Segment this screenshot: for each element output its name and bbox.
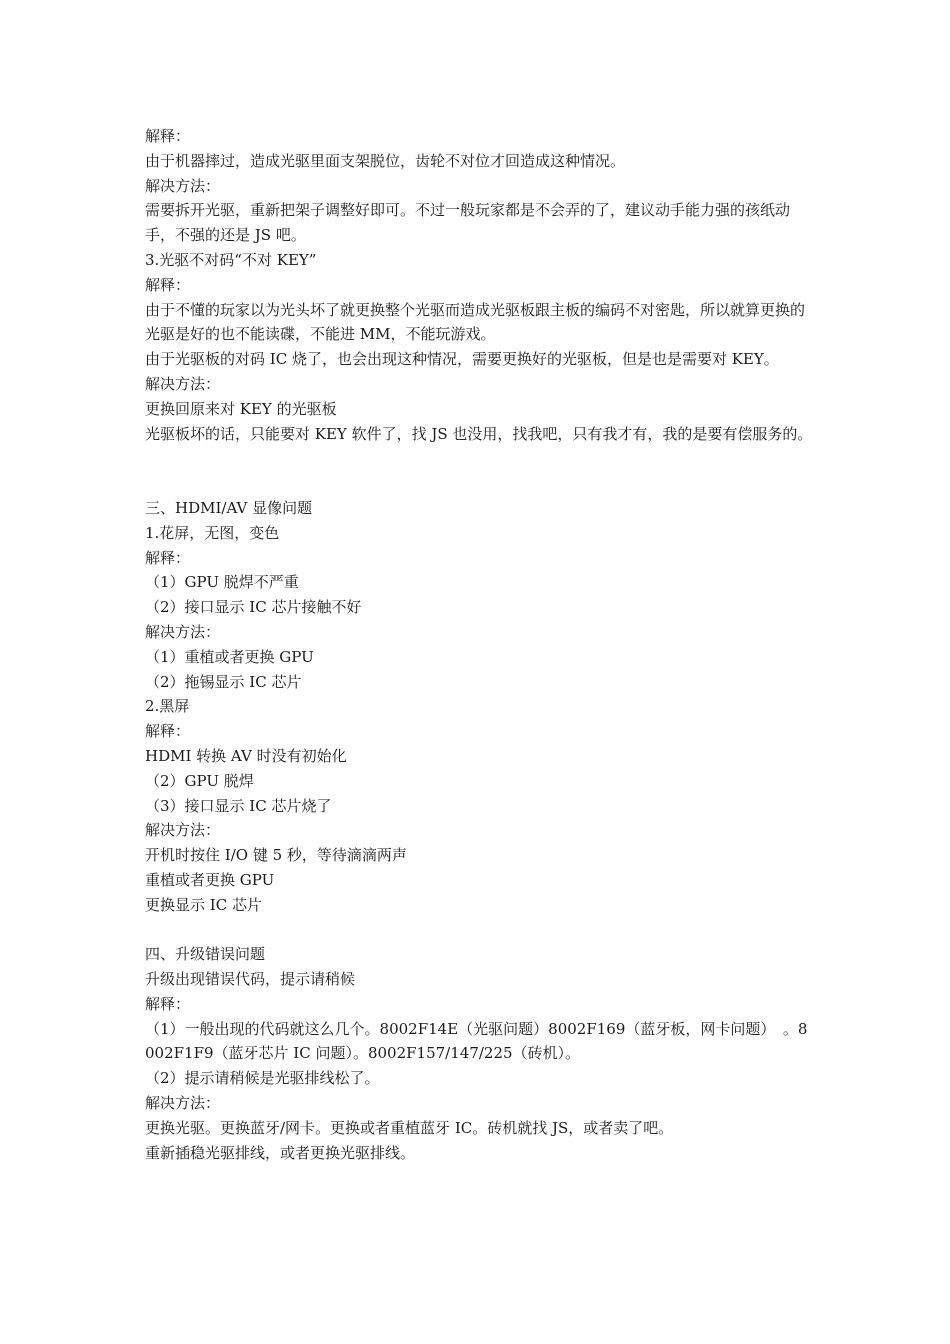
list-item: （1）GPU 脱焊不严重: [145, 573, 299, 592]
paragraph-label-solution: 解决方法：: [145, 622, 221, 641]
paragraph: 由于光驱板的对码 IC 烧了，也会出现这种情况，需要更换好的光驱板，但是也是需要对 KEY。: [145, 350, 779, 369]
paragraph: 光驱板坏的话，只能要对 KEY 软件了，找 JS 也没用，找我吧，只有我才有，我的是要有偿服务的。: [145, 424, 813, 443]
section-heading: 三、HDMI/AV 显像问题: [145, 498, 313, 517]
paragraph: 更换回原来对 KEY 的光驱板: [145, 399, 337, 418]
paragraph-label-solution: 解决方法：: [145, 374, 221, 393]
paragraph: 开机时按住 I/O 键 5 秒，等待滴滴两声: [145, 846, 407, 865]
paragraph-label-explanation: 解释：: [145, 127, 191, 145]
subheading: 2.黑屏: [145, 697, 190, 716]
paragraph: 更换显示 IC 芯片: [145, 895, 262, 914]
subheading: 3.光驱不对码“不对 KEY”: [145, 250, 317, 269]
list-item: （2）GPU 脱焊: [145, 771, 254, 790]
paragraph-label-explanation: 解释：: [145, 994, 191, 1013]
paragraph-label-solution: 解决方法：: [145, 1094, 221, 1113]
list-item: HDMI 转换 AV 时没有初始化: [145, 746, 347, 765]
paragraph: 重新插稳光驱排线，或者更换光驱排线。: [145, 1143, 416, 1162]
spacer: [145, 918, 815, 943]
list-item: （1）一般出现的代码就这么几个。8002F14E（光驱问题）8002F169（蓝牙板，网卡问题） 。8002F1F9（蓝牙芯片 IC 问题）。8002F157/147/225（砖机）。: [145, 1019, 808, 1063]
list-item: （1）重植或者更换 GPU: [145, 647, 314, 666]
section-heading: 四、升级错误问题: [145, 945, 266, 964]
paragraph: 重植或者更换 GPU: [145, 870, 275, 889]
subheading: 1.花屏，无图，变色: [145, 523, 280, 542]
paragraph-label-solution: 解决方法：: [145, 821, 221, 840]
paragraph-label-explanation: 解释：: [145, 722, 191, 741]
paragraph: 更换光驱。更换蓝牙/网卡。更换或者重植蓝牙 IC。砖机就找 JS，或者卖了吧。: [145, 1118, 674, 1137]
list-item: （3）接口显示 IC 芯片烧了: [145, 796, 332, 815]
paragraph-label-explanation: 解释：: [145, 548, 191, 567]
paragraph: 升级出现错误代码，提示请稍候: [145, 970, 356, 989]
paragraph: 由于不懂的玩家以为光头坏了就更换整个光驱而造成光驱板跟主板的编码不对密匙，所以就算更换的光驱是好的也不能读碟，不能进 MM，不能玩游戏。: [145, 300, 806, 344]
list-item: （2）提示请稍候是光驱排线松了。: [145, 1069, 380, 1088]
document-body: [145, 124, 815, 1165]
list-item: （2）拖锡显示 IC 芯片: [145, 672, 302, 691]
list-item: （2）接口显示 IC 芯片接触不好: [145, 598, 362, 617]
paragraph: 由于机器摔过，造成光驱里面支架脱位，齿轮不对位才回造成这种情况。: [145, 151, 626, 170]
paragraph-label-solution: 解决方法：: [145, 176, 221, 195]
spacer: [145, 446, 815, 496]
paragraph: 需要拆开光驱，重新把架子调整好即可。不过一般玩家都是不会弄的了，建议动手能力强的孩纸动手，不强的还是 JS 吧。: [145, 201, 791, 245]
paragraph-label-explanation: 解释：: [145, 275, 191, 294]
